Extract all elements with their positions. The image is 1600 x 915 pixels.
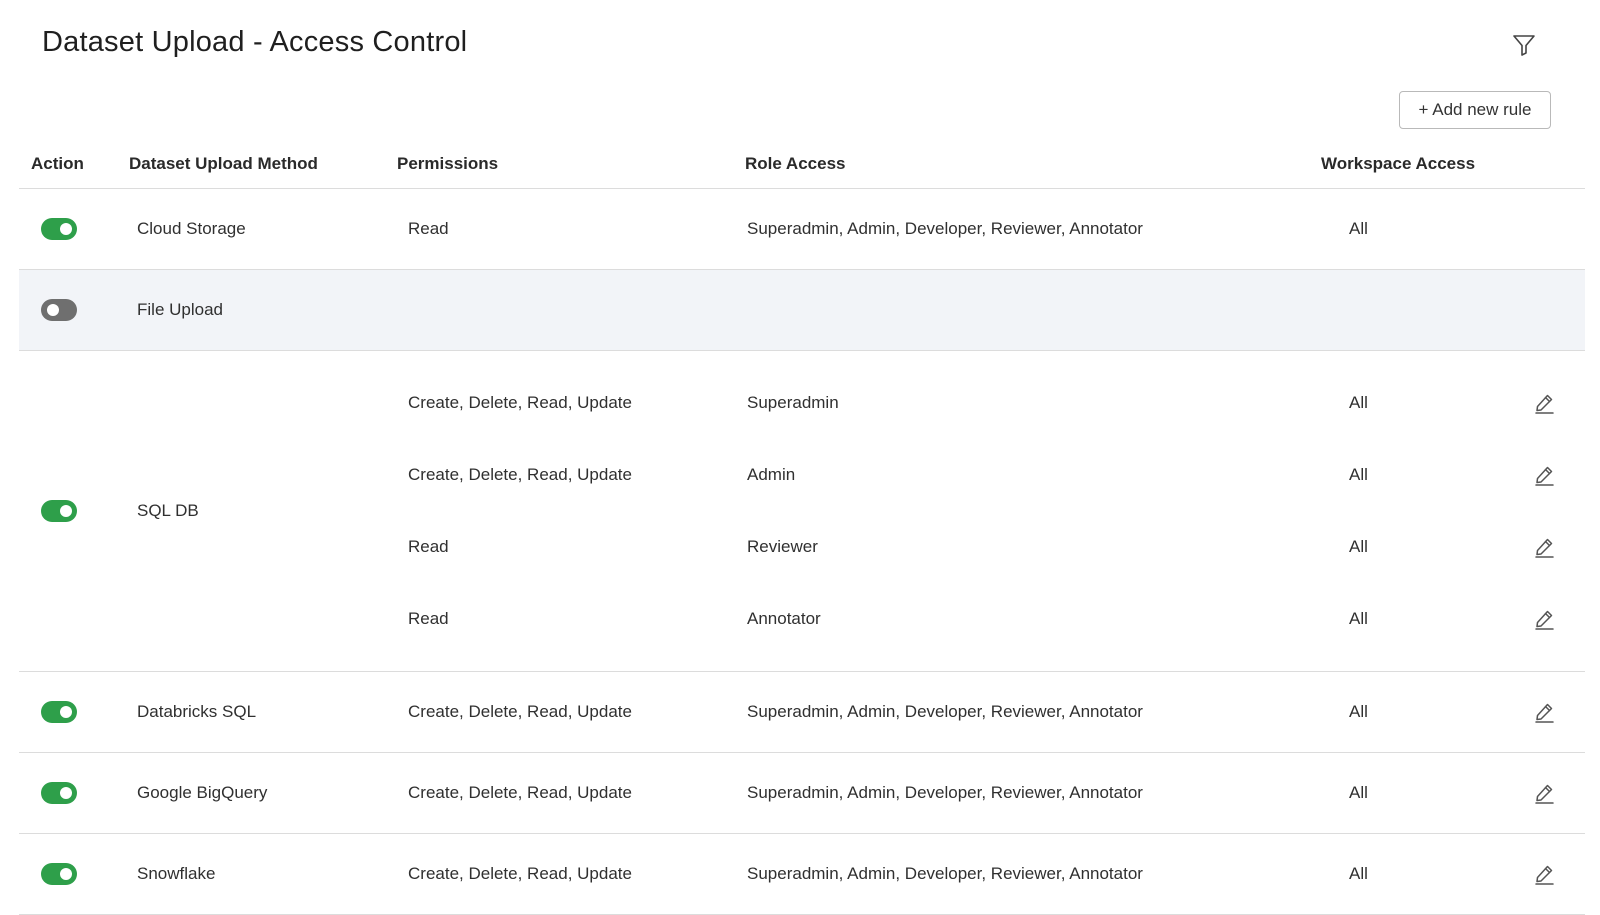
- role-access-cell: Reviewer: [747, 537, 818, 556]
- header-role-access: Role Access: [745, 154, 846, 173]
- table-row: [19, 351, 1585, 672]
- enable-toggle[interactable]: [41, 218, 77, 240]
- table-row: [19, 270, 1585, 351]
- permissions-cell: Create, Delete, Read, Update: [408, 702, 632, 721]
- role-access-cell: Superadmin, Admin, Developer, Reviewer, Annotator: [747, 864, 1143, 883]
- edit-rule-pencil-icon[interactable]: [1532, 607, 1556, 631]
- role-access-cell: Superadmin, Admin, Developer, Reviewer, Annotator: [747, 702, 1143, 721]
- permissions-cell: Read: [408, 219, 449, 238]
- header-action: Action: [31, 154, 84, 173]
- header-workspace-access: Workspace Access: [1321, 154, 1476, 173]
- add-new-rule-button[interactable]: [1399, 91, 1551, 129]
- edit-rule-pencil-icon[interactable]: [1532, 781, 1556, 805]
- enable-toggle[interactable]: [41, 701, 77, 723]
- workspace-access-cell: All: [1349, 702, 1368, 721]
- upload-method-name: Snowflake: [137, 864, 216, 883]
- enable-toggle[interactable]: [41, 863, 77, 885]
- table-header: [19, 140, 1585, 189]
- add-new-rule-label: + Add new rule: [1418, 100, 1532, 119]
- edit-rule-pencil-icon[interactable]: [1532, 700, 1556, 724]
- edit-rule-pencil-icon[interactable]: [1532, 463, 1556, 487]
- workspace-access-cell: All: [1349, 219, 1368, 238]
- workspace-access-cell: All: [1349, 393, 1368, 412]
- edit-rule-pencil-icon[interactable]: [1532, 391, 1556, 415]
- permissions-cell: Create, Delete, Read, Update: [408, 864, 632, 883]
- page-title: Dataset Upload - Access Control: [42, 26, 468, 58]
- upload-method-name: SQL DB: [137, 501, 199, 520]
- table-row: [19, 834, 1585, 915]
- workspace-access-cell: All: [1349, 537, 1368, 556]
- permissions-cell: Create, Delete, Read, Update: [408, 783, 632, 802]
- header-permissions: Permissions: [397, 154, 499, 173]
- permissions-cell: Create, Delete, Read, Update: [408, 465, 632, 484]
- edit-rule-pencil-icon[interactable]: [1532, 535, 1556, 559]
- upload-method-name: Google BigQuery: [137, 783, 268, 802]
- role-access-cell: Admin: [747, 465, 796, 484]
- table-row: [19, 189, 1585, 270]
- permissions-cell: Read: [408, 609, 449, 628]
- workspace-access-cell: All: [1349, 783, 1368, 802]
- table-row: [19, 753, 1585, 834]
- filter-icon[interactable]: [1511, 32, 1537, 58]
- workspace-access-cell: All: [1349, 864, 1368, 883]
- upload-method-name: Cloud Storage: [137, 219, 246, 238]
- enable-toggle[interactable]: [41, 299, 77, 321]
- header-upload-method: Dataset Upload Method: [129, 154, 318, 173]
- upload-method-name: File Upload: [137, 300, 223, 319]
- enable-toggle[interactable]: [41, 500, 77, 522]
- permissions-cell: Create, Delete, Read, Update: [408, 393, 632, 412]
- role-access-cell: Annotator: [747, 609, 821, 628]
- edit-rule-pencil-icon[interactable]: [1532, 862, 1556, 886]
- enable-toggle[interactable]: [41, 782, 77, 804]
- role-access-cell: Superadmin, Admin, Developer, Reviewer, Annotator: [747, 219, 1143, 238]
- table-row: [19, 672, 1585, 753]
- workspace-access-cell: All: [1349, 609, 1368, 628]
- role-access-cell: Superadmin, Admin, Developer, Reviewer, Annotator: [747, 783, 1143, 802]
- access-control-table: [19, 140, 1585, 915]
- role-access-cell: Superadmin: [747, 393, 839, 412]
- upload-method-name: Databricks SQL: [137, 702, 257, 721]
- permissions-cell: Read: [408, 537, 449, 556]
- workspace-access-cell: All: [1349, 465, 1368, 484]
